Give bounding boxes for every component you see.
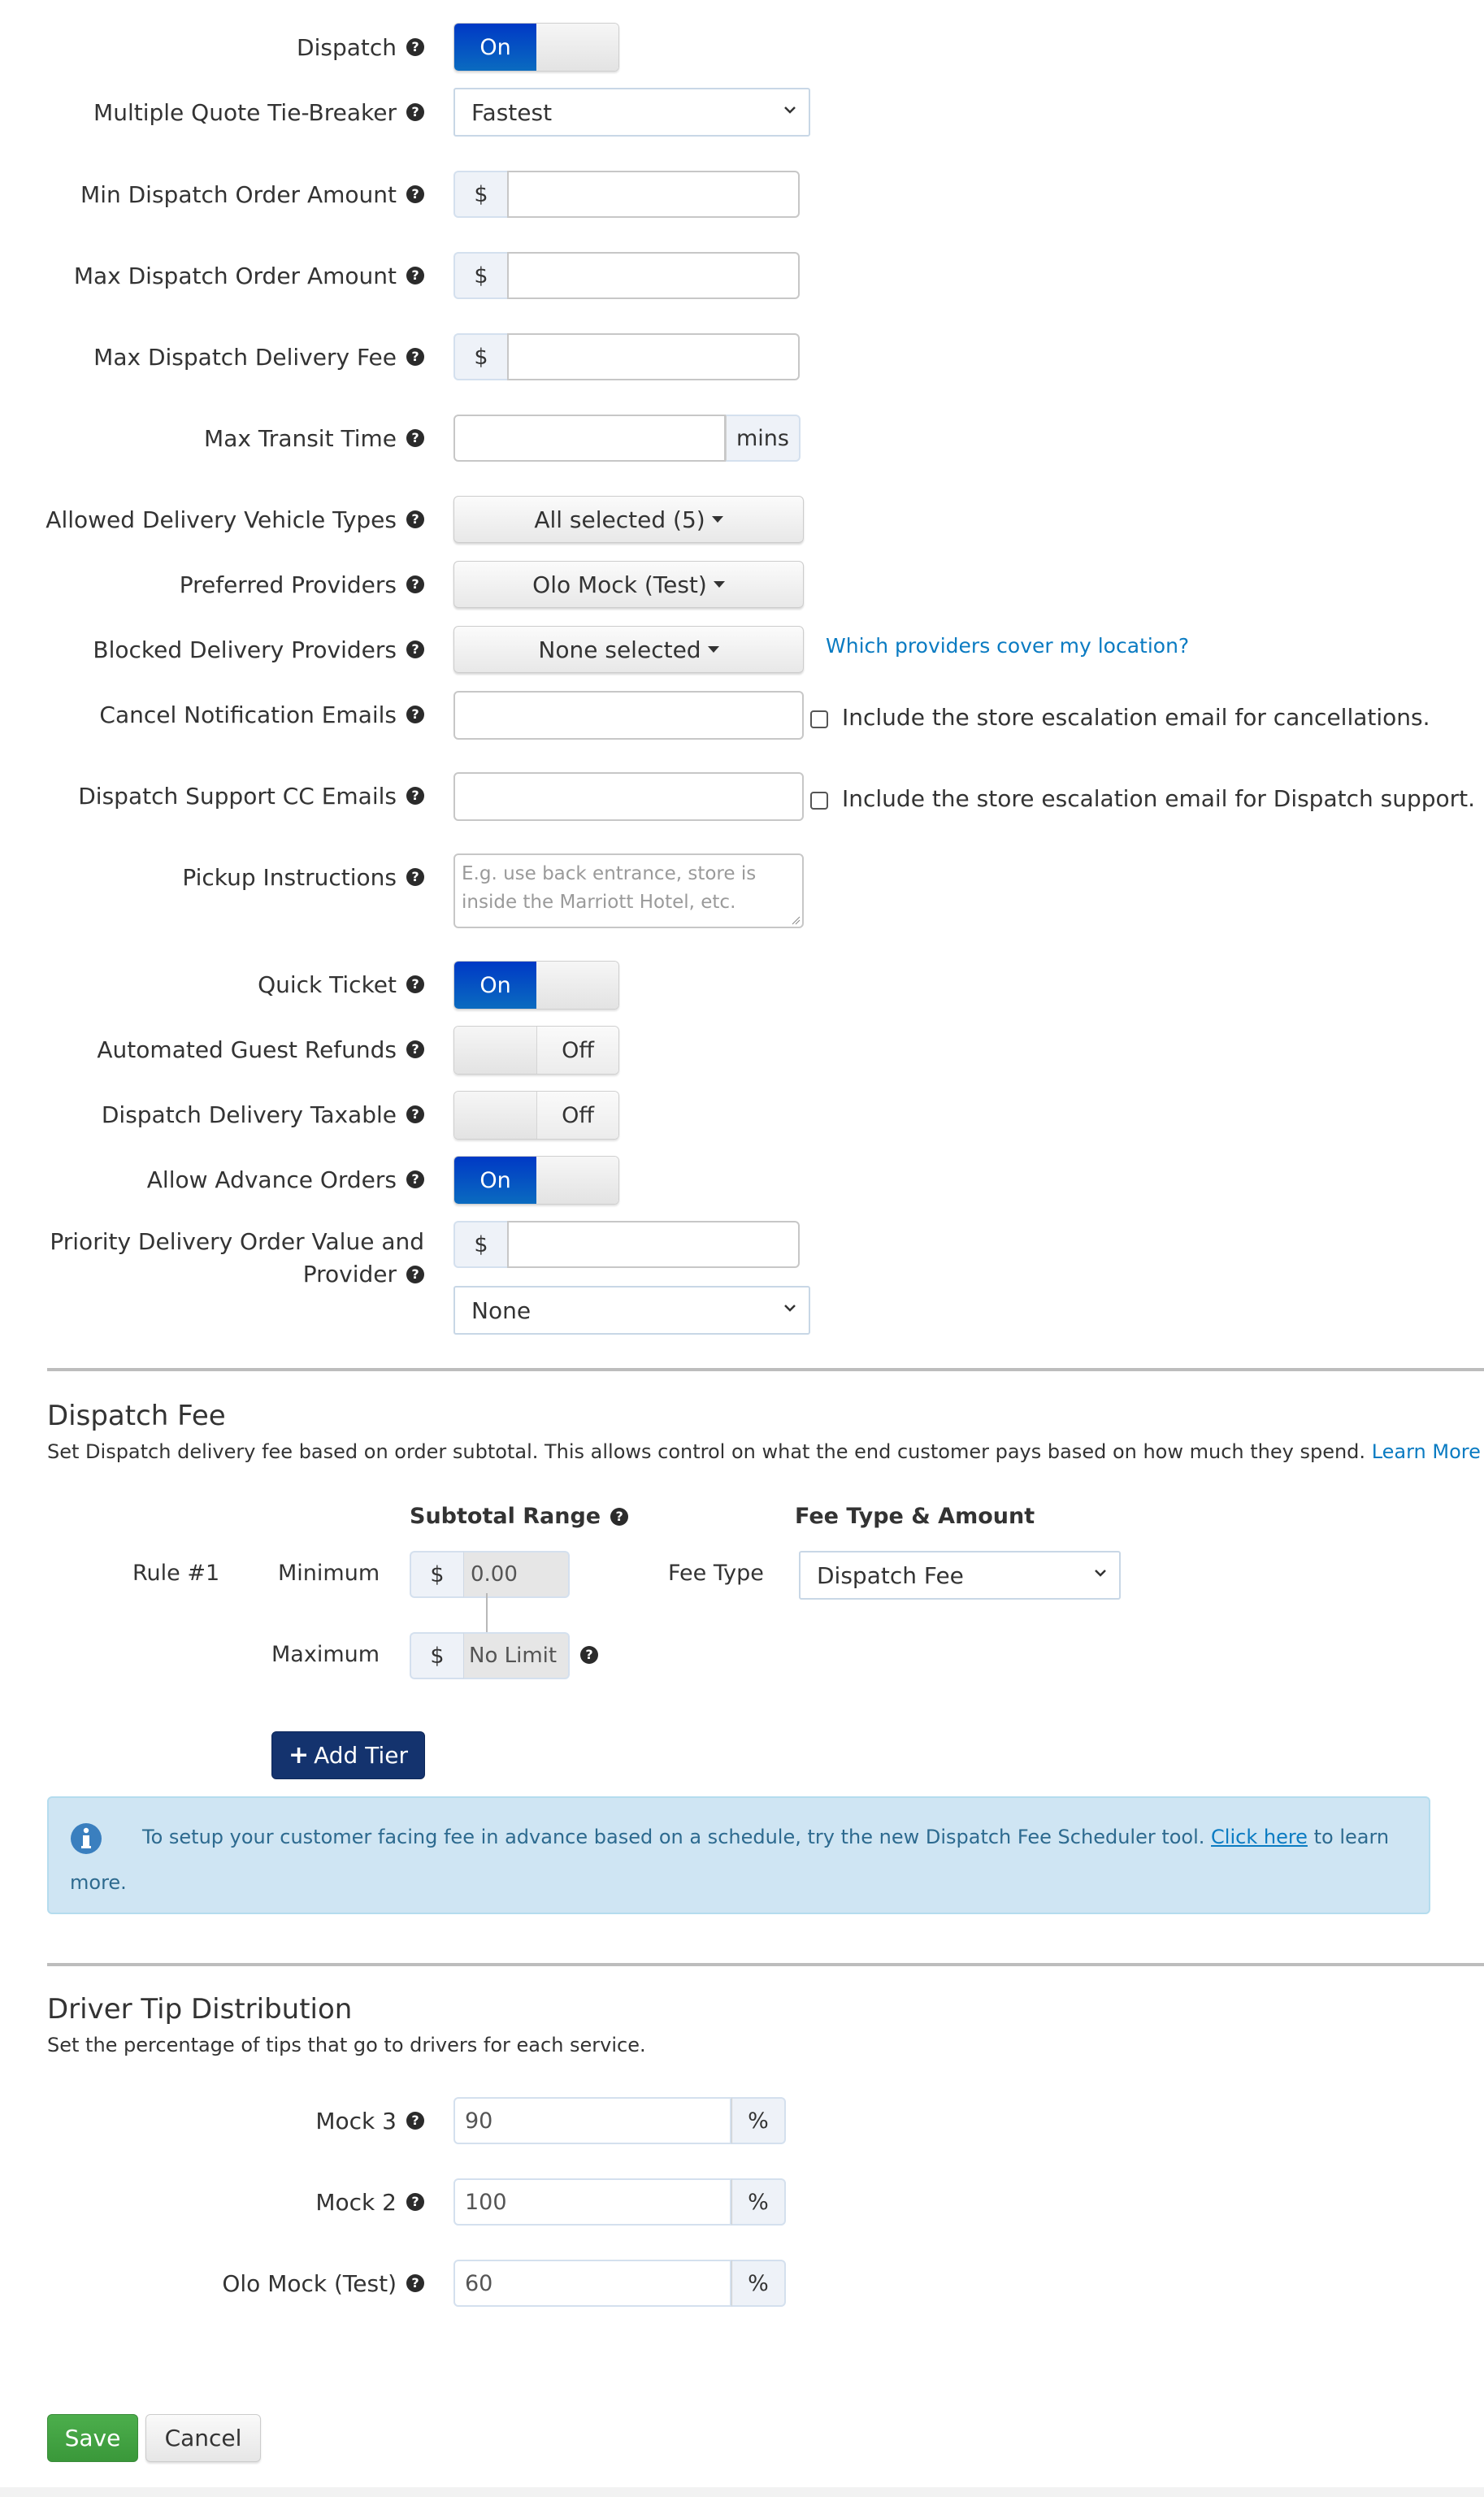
max-order-input[interactable] bbox=[507, 252, 800, 299]
quick-ticket-label: Quick Ticket bbox=[258, 971, 397, 998]
max-fee-input[interactable] bbox=[507, 333, 800, 380]
help-icon[interactable]: ? bbox=[406, 429, 424, 447]
dollar-addon: $ bbox=[453, 1221, 507, 1268]
info-more: more. bbox=[70, 1871, 127, 1894]
vehicle-types-dropdown[interactable] bbox=[453, 496, 804, 543]
chevron-down-icon bbox=[781, 101, 799, 119]
dispatch-fee-title: Dispatch Fee bbox=[47, 1400, 226, 1432]
fee-type-amount-header: Fee Type & Amount bbox=[795, 1504, 1035, 1529]
help-icon[interactable]: ? bbox=[406, 1170, 424, 1188]
priority-provider-select[interactable] bbox=[453, 1286, 810, 1335]
caret-down-icon bbox=[708, 646, 719, 653]
scheduler-click-here-link[interactable]: Click here bbox=[1211, 1826, 1308, 1848]
percent-addon: % bbox=[731, 2097, 786, 2144]
driver-tip-title: Driver Tip Distribution bbox=[47, 1993, 353, 2026]
cancel-emails-input[interactable] bbox=[453, 691, 804, 740]
priority-label-line2: Provider bbox=[302, 1261, 397, 1288]
quick-ticket-toggle[interactable] bbox=[453, 961, 619, 1010]
help-icon[interactable]: ? bbox=[406, 2112, 424, 2130]
fee-type-value: Dispatch Fee bbox=[817, 1561, 964, 1589]
dispatch-fee-description: Set Dispatch delivery fee based on order subtotal. This allows control on what the end customer pays based on how much they spend. bbox=[47, 1440, 1366, 1463]
cancel-emails-label: Cancel Notification Emails bbox=[99, 701, 397, 728]
tip-mock2-input-group bbox=[453, 2178, 786, 2226]
support-escalation-checkbox[interactable] bbox=[810, 792, 828, 810]
rule-label: Rule #1 bbox=[132, 1561, 220, 1586]
subtotal-range-label: Subtotal Range bbox=[410, 1504, 601, 1529]
min-order-label-row bbox=[80, 180, 424, 209]
help-icon[interactable]: ? bbox=[406, 975, 424, 993]
tip-mock2-input[interactable]: 100 bbox=[453, 2178, 731, 2226]
priority-value-input-group bbox=[453, 1221, 800, 1268]
driver-tip-description: Set the percentage of tips that go to drivers for each service. bbox=[47, 2034, 646, 2056]
learn-more-link[interactable]: Learn More bbox=[1371, 1440, 1481, 1463]
max-order-label: Max Dispatch Order Amount bbox=[73, 262, 397, 289]
cancel-escalation-label: Include the store escalation email for cancellations. bbox=[842, 704, 1430, 731]
help-icon[interactable]: ? bbox=[406, 2193, 424, 2211]
help-icon[interactable]: ? bbox=[406, 2274, 424, 2292]
add-tier-label: Add Tier bbox=[314, 1742, 408, 1769]
subtotal-max-input[interactable]: No Limit bbox=[463, 1632, 570, 1679]
preferred-providers-label: Preferred Providers bbox=[179, 571, 397, 598]
page-footer-bar bbox=[0, 2487, 1484, 2497]
help-icon[interactable]: ? bbox=[406, 38, 424, 56]
info-circle-icon bbox=[70, 1821, 102, 1856]
dollar-addon: $ bbox=[453, 333, 507, 380]
add-tier-button[interactable] bbox=[271, 1731, 425, 1779]
advance-orders-label: Allow Advance Orders bbox=[146, 1166, 397, 1193]
tip-mock3-input[interactable]: 90 bbox=[453, 2097, 731, 2144]
plus-icon: + bbox=[288, 1741, 310, 1770]
priority-label-line1: Priority Delivery Order Value and bbox=[50, 1228, 424, 1255]
auto-refunds-label-row bbox=[97, 1035, 424, 1064]
caret-down-icon bbox=[712, 516, 723, 523]
tip-mock3-label-row bbox=[315, 2106, 424, 2135]
max-transit-label-row bbox=[204, 423, 424, 453]
delivery-taxable-toggle[interactable] bbox=[453, 1091, 619, 1140]
vehicle-types-label: Allowed Delivery Vehicle Types bbox=[46, 506, 397, 533]
info-text: To setup your customer facing fee in advance based on a schedule, try the new Dispatch Fee Scheduler tool. bbox=[142, 1826, 1205, 1848]
preferred-providers-dropdown[interactable] bbox=[453, 561, 804, 608]
help-icon[interactable]: ? bbox=[406, 267, 424, 284]
toggle-handle bbox=[536, 24, 618, 71]
pickup-placeholder: E.g. use back entrance, store is inside the Marriott Hotel, etc. bbox=[462, 863, 757, 913]
provider-coverage-link[interactable]: Which providers cover my location? bbox=[826, 634, 1190, 658]
help-icon[interactable]: ? bbox=[406, 348, 424, 366]
cancel-button[interactable]: Cancel bbox=[145, 2414, 261, 2462]
help-icon[interactable]: ? bbox=[406, 1105, 424, 1123]
subtotal-max-group bbox=[410, 1632, 570, 1679]
auto-refunds-toggle[interactable] bbox=[453, 1026, 619, 1075]
minimum-label: Minimum bbox=[278, 1561, 380, 1586]
toggle-off-label: Off bbox=[536, 1027, 618, 1074]
help-icon[interactable]: ? bbox=[610, 1508, 628, 1526]
subtotal-min-group bbox=[410, 1551, 570, 1598]
blocked-providers-value: None selected bbox=[538, 636, 701, 663]
percent-addon: % bbox=[731, 2178, 786, 2226]
save-button[interactable]: Save bbox=[47, 2414, 138, 2462]
tip-olo-mock-input[interactable]: 60 bbox=[453, 2260, 731, 2307]
max-fee-input-group bbox=[453, 333, 800, 380]
tip-olo-mock-label: Olo Mock (Test) bbox=[222, 2269, 397, 2297]
dispatch-toggle[interactable] bbox=[453, 23, 619, 72]
support-cc-label: Dispatch Support CC Emails bbox=[78, 782, 397, 810]
vehicle-types-value: All selected (5) bbox=[534, 506, 705, 533]
advance-orders-toggle[interactable] bbox=[453, 1156, 619, 1205]
preferred-providers-label-row bbox=[180, 570, 424, 599]
tip-mock3-label: Mock 3 bbox=[315, 2107, 397, 2134]
blocked-providers-label-row bbox=[93, 635, 424, 664]
maximum-label: Maximum bbox=[271, 1642, 380, 1667]
min-order-label: Min Dispatch Order Amount bbox=[80, 180, 397, 208]
tie-breaker-select[interactable] bbox=[453, 88, 810, 137]
help-icon[interactable]: ? bbox=[406, 185, 424, 203]
auto-refunds-label: Automated Guest Refunds bbox=[97, 1036, 397, 1063]
support-cc-input[interactable] bbox=[453, 772, 804, 821]
pickup-instructions-textarea[interactable] bbox=[453, 853, 804, 928]
vehicle-types-label-row bbox=[46, 505, 424, 534]
blocked-providers-label: Blocked Delivery Providers bbox=[93, 636, 397, 663]
info-tail: to learn bbox=[1313, 1826, 1390, 1848]
resize-handle-icon[interactable] bbox=[791, 915, 801, 925]
help-icon[interactable]: ? bbox=[406, 787, 424, 805]
help-icon[interactable]: ? bbox=[406, 706, 424, 723]
help-icon[interactable]: ? bbox=[406, 575, 424, 593]
fee-type-label: Fee Type bbox=[668, 1561, 764, 1586]
toggle-on-label: On bbox=[454, 962, 536, 1009]
help-icon[interactable]: ? bbox=[406, 1040, 424, 1058]
range-connector-line bbox=[486, 1593, 488, 1635]
chevron-down-icon bbox=[781, 1299, 799, 1317]
quick-ticket-label-row bbox=[258, 970, 424, 999]
priority-delivery-label bbox=[50, 1226, 424, 1291]
dispatch-label-row bbox=[297, 33, 424, 62]
min-order-input-group bbox=[453, 171, 800, 218]
max-order-input-group bbox=[453, 252, 800, 299]
dispatch-label: Dispatch bbox=[297, 33, 397, 61]
scheduler-info-alert bbox=[47, 1796, 1430, 1914]
help-icon[interactable]: ? bbox=[406, 641, 424, 658]
toggle-on-label: On bbox=[454, 1157, 536, 1204]
help-icon[interactable]: ? bbox=[406, 868, 424, 886]
dispatch-fee-description-row bbox=[47, 1440, 1481, 1463]
cancel-escalation-checkbox[interactable] bbox=[810, 710, 828, 728]
caret-down-icon bbox=[714, 581, 725, 588]
cancel-emails-label-row bbox=[99, 700, 424, 729]
priority-provider-value: None bbox=[471, 1296, 532, 1324]
delivery-taxable-label-row bbox=[102, 1100, 424, 1129]
mins-addon: mins bbox=[726, 415, 801, 462]
tip-mock2-label-row bbox=[315, 2187, 424, 2217]
delivery-taxable-label: Dispatch Delivery Taxable bbox=[101, 1101, 397, 1128]
tip-olo-mock-input-group bbox=[453, 2260, 786, 2307]
max-fee-label-row bbox=[93, 342, 424, 371]
fee-type-select[interactable] bbox=[799, 1551, 1121, 1600]
toggle-handle bbox=[454, 1027, 536, 1074]
advance-orders-label-row bbox=[147, 1165, 424, 1194]
support-cc-label-row bbox=[78, 781, 424, 810]
max-order-label-row bbox=[74, 261, 424, 290]
toggle-handle bbox=[454, 1092, 536, 1139]
blocked-providers-dropdown[interactable] bbox=[453, 626, 804, 673]
help-icon[interactable]: ? bbox=[580, 1646, 598, 1664]
dollar-addon: $ bbox=[453, 252, 507, 299]
subtotal-min-input[interactable]: 0.00 bbox=[463, 1551, 570, 1598]
dollar-addon: $ bbox=[410, 1632, 463, 1679]
dollar-addon: $ bbox=[410, 1551, 463, 1598]
tie-breaker-value: Fastest bbox=[471, 98, 553, 126]
tie-breaker-label-row bbox=[93, 98, 424, 127]
max-transit-input-group bbox=[453, 415, 801, 462]
toggle-handle bbox=[536, 962, 618, 1009]
chevron-down-icon bbox=[1091, 1564, 1109, 1582]
preferred-providers-value: Olo Mock (Test) bbox=[532, 571, 707, 598]
max-transit-label: Max Transit Time bbox=[204, 424, 397, 452]
priority-value-input[interactable] bbox=[507, 1221, 800, 1268]
tip-mock3-input-group bbox=[453, 2097, 786, 2144]
section-divider bbox=[47, 1963, 1484, 1966]
support-escalation-label: Include the store escalation email for Dispatch support. bbox=[842, 785, 1476, 812]
percent-addon: % bbox=[731, 2260, 786, 2307]
section-divider bbox=[47, 1368, 1484, 1371]
dollar-addon: $ bbox=[453, 171, 507, 218]
toggle-off-label: Off bbox=[536, 1092, 618, 1139]
max-transit-input[interactable] bbox=[453, 415, 726, 462]
toggle-on-label: On bbox=[454, 24, 536, 71]
toggle-handle bbox=[536, 1157, 618, 1204]
tip-olo-mock-label-row bbox=[222, 2269, 424, 2298]
info-line1 bbox=[142, 1826, 1389, 1848]
pickup-label: Pickup Instructions bbox=[182, 863, 397, 891]
tip-mock2-label: Mock 2 bbox=[315, 2188, 397, 2216]
tie-breaker-label: Multiple Quote Tie-Breaker bbox=[93, 98, 397, 126]
help-icon[interactable]: ? bbox=[406, 1266, 424, 1283]
max-fee-label: Max Dispatch Delivery Fee bbox=[93, 343, 397, 371]
min-order-input[interactable] bbox=[507, 171, 800, 218]
pickup-label-row bbox=[182, 862, 424, 892]
subtotal-range-header bbox=[410, 1504, 628, 1529]
help-icon[interactable]: ? bbox=[406, 510, 424, 528]
help-icon[interactable]: ? bbox=[406, 103, 424, 121]
